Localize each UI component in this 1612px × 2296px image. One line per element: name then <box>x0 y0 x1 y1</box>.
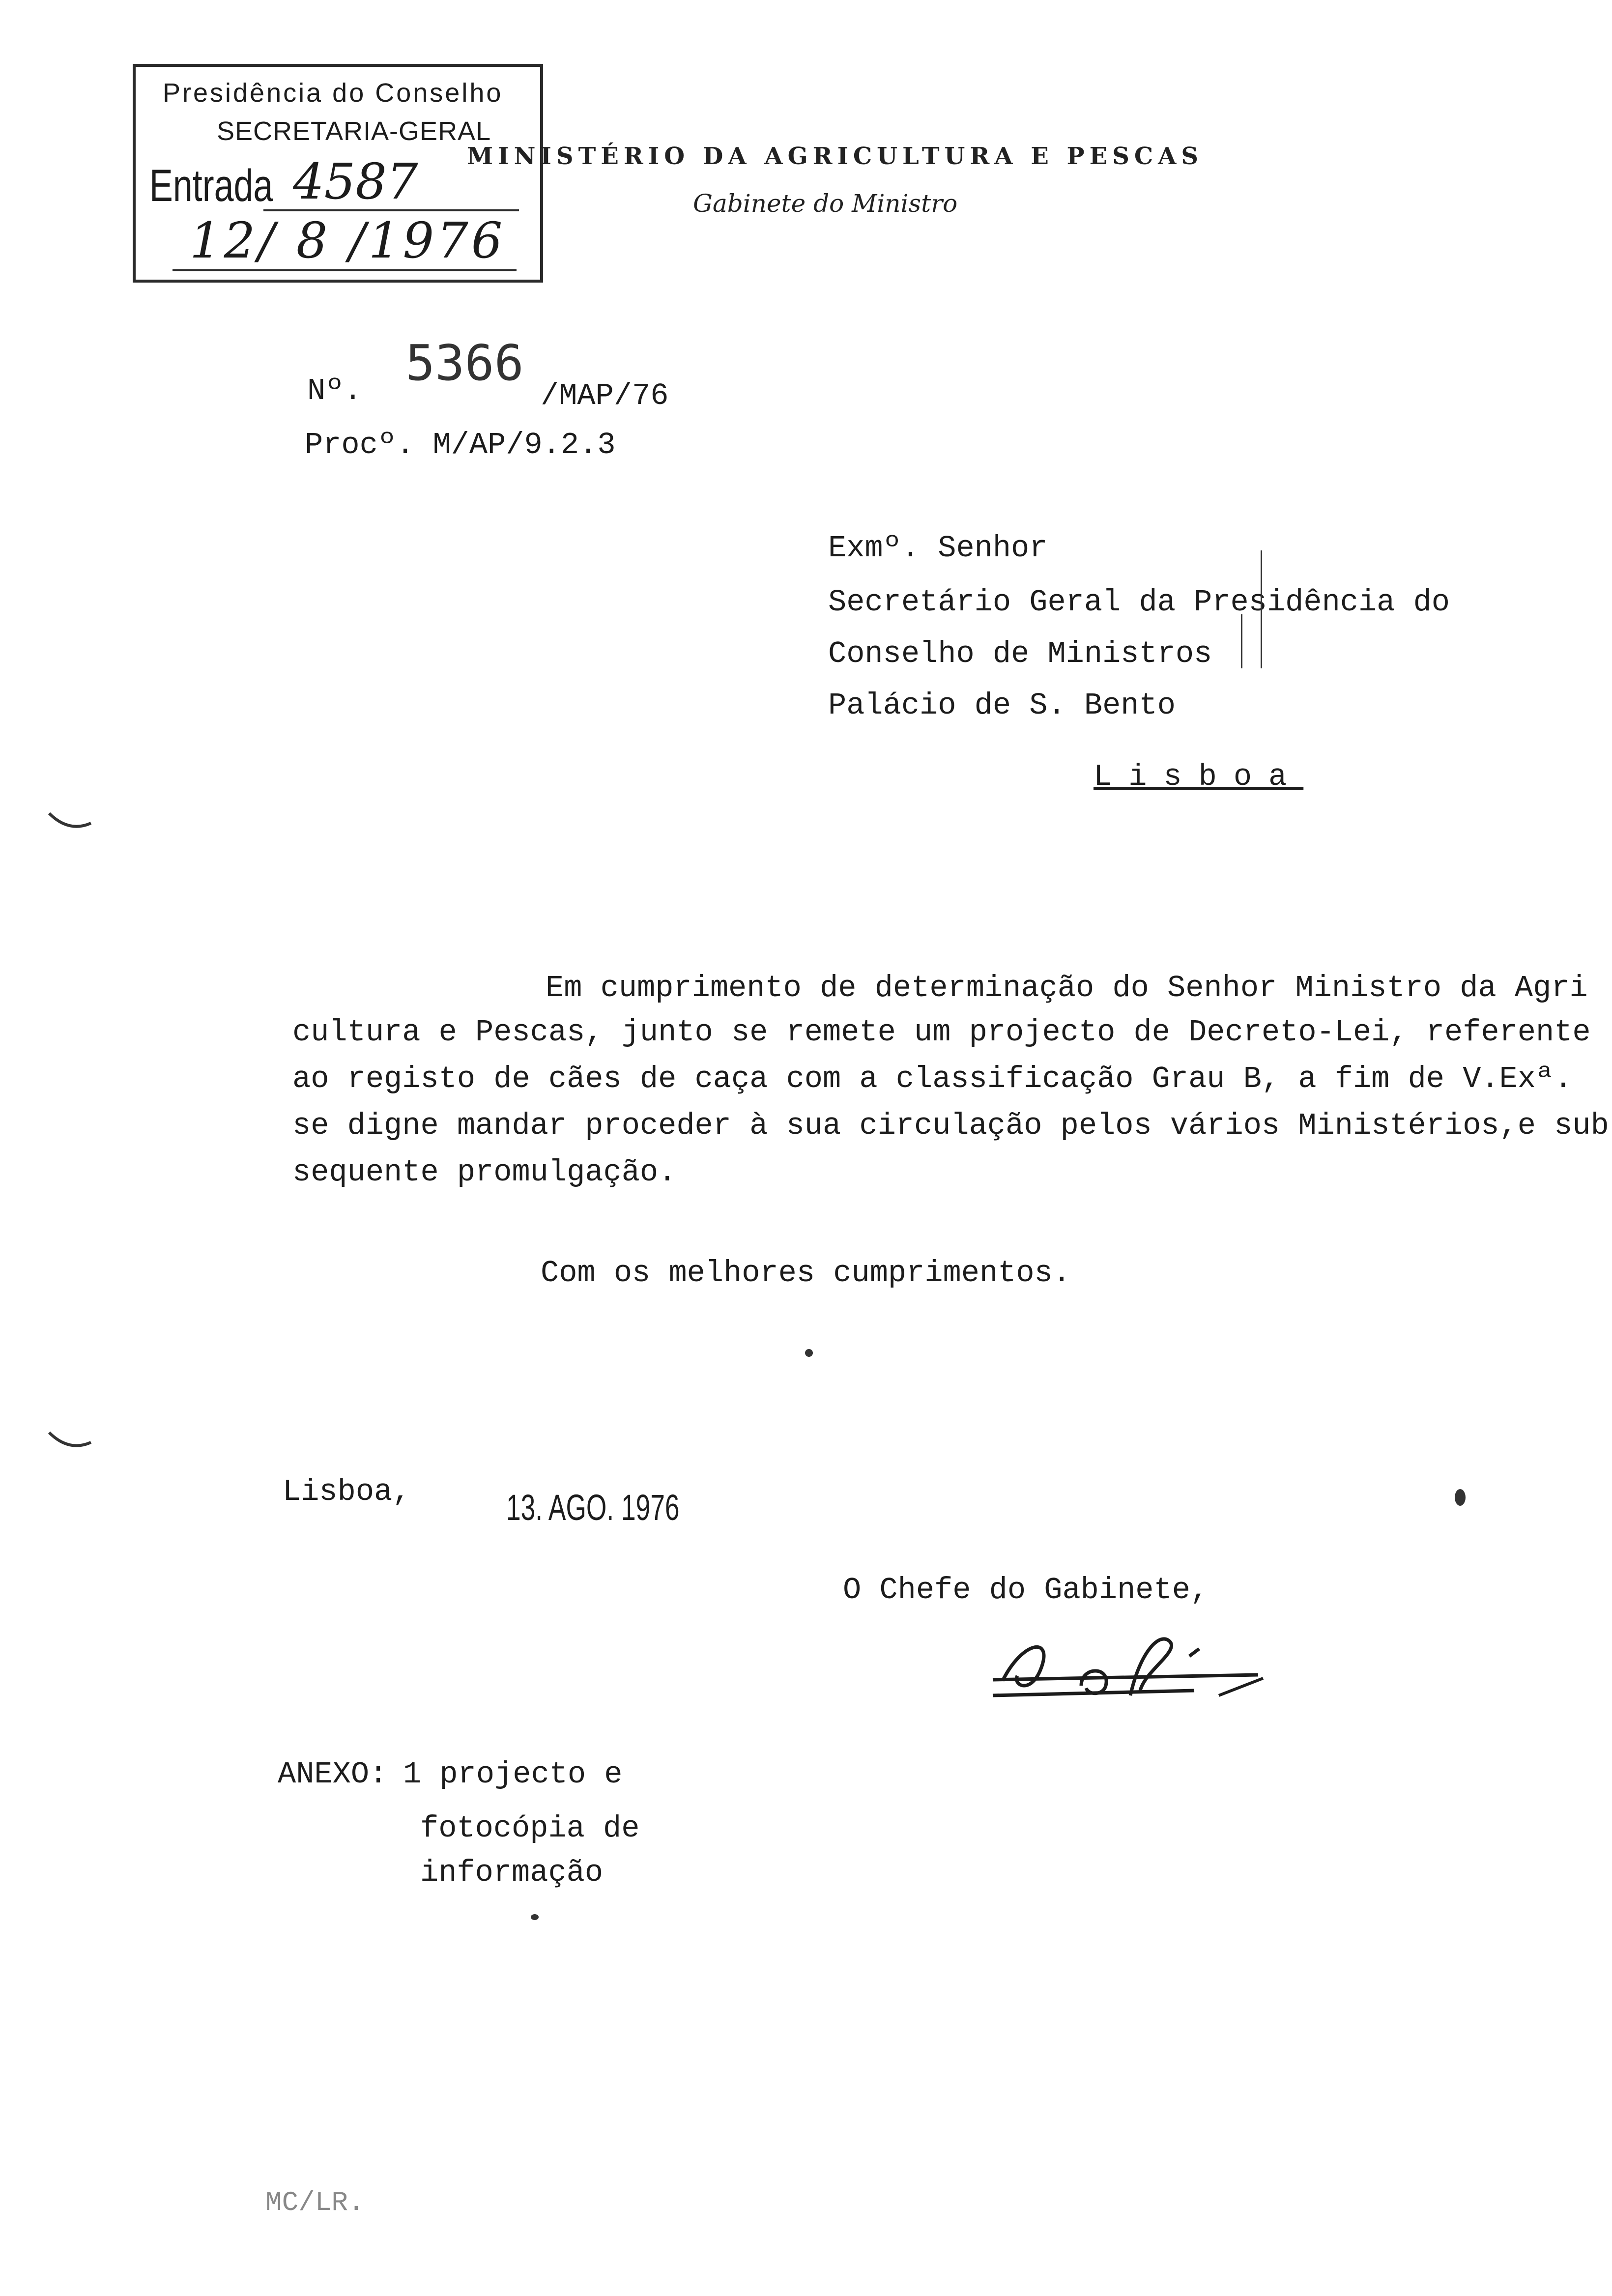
reference-number: 5366 <box>405 334 524 392</box>
stamp-entry-underline <box>263 209 519 211</box>
annex-line2: fotocópia de <box>420 1811 640 1846</box>
scan-mark <box>44 806 103 845</box>
stamp-line1: Presidência do Conselho <box>163 78 503 108</box>
ministry-rest: ISTÉRIO DA AGRICULTURA E PESCAS <box>540 143 1203 170</box>
ministry-heading <box>467 143 1203 170</box>
addressee-line3: Conselho de Ministros <box>828 636 1212 671</box>
ministry-prefix: MIN <box>467 143 541 170</box>
scan-mark <box>44 1425 103 1464</box>
entry-stamp <box>133 64 543 283</box>
stamp-entry-date: 12/ 8 /1976 <box>190 212 506 269</box>
process-reference: Procº. M/AP/9.2.3 <box>305 428 616 462</box>
body-line2: cultura e Pescas, junto se remete um projecto de Decreto-Lei, referente <box>292 1015 1591 1050</box>
dateline-date: 13. AGO. 1976 <box>506 1487 680 1528</box>
stamp-entry-label: Entrada <box>149 161 273 211</box>
body-line5: sequente promulgação. <box>292 1155 677 1190</box>
closing-line: Com os melhores cumprimentos. <box>541 1256 1071 1291</box>
dateline-place: Lisboa, <box>283 1474 411 1509</box>
margin-mark <box>1261 550 1262 668</box>
addressee-city: Lisboa <box>1094 759 1304 794</box>
body-line4: se digne mandar proceder à sua circulação pelos vários Ministérios,e sub <box>292 1108 1609 1143</box>
scan-dot <box>805 1349 813 1357</box>
annex-label: ANEXO: <box>278 1757 388 1792</box>
signature-mark <box>983 1622 1278 1720</box>
addressee-line1: Exmº. Senhor <box>828 531 1048 566</box>
stamp-entry-number: 4587 <box>293 153 418 210</box>
stamp-line2: SECRETARIA-GERAL <box>217 116 491 146</box>
reference-suffix: /MAP/76 <box>541 378 669 413</box>
body-line3: ao registo de cães de caça com a classificação Grau B, a fim de V.Exª. <box>292 1062 1573 1096</box>
annex-line3: informação <box>420 1855 604 1890</box>
footer-initials: MC/LR. <box>265 2187 365 2218</box>
addressee-line2: Secretário Geral da Presidência do <box>828 585 1450 620</box>
addressee-line4: Palácio de S. Bento <box>828 688 1176 723</box>
scan-dot <box>531 1914 539 1920</box>
cabinet-heading: Gabinete do Ministro <box>693 189 958 218</box>
scan-dot <box>1455 1489 1466 1506</box>
body-line1: Em cumprimento de determinação do Senhor Ministro da Agri <box>546 971 1588 1005</box>
signature-title: O Chefe do Gabinete, <box>843 1573 1209 1607</box>
annex-line1: 1 projecto e <box>403 1757 623 1792</box>
stamp-date-underline <box>173 269 517 271</box>
reference-no-label: Nº. <box>307 373 362 408</box>
margin-mark <box>1241 614 1242 668</box>
